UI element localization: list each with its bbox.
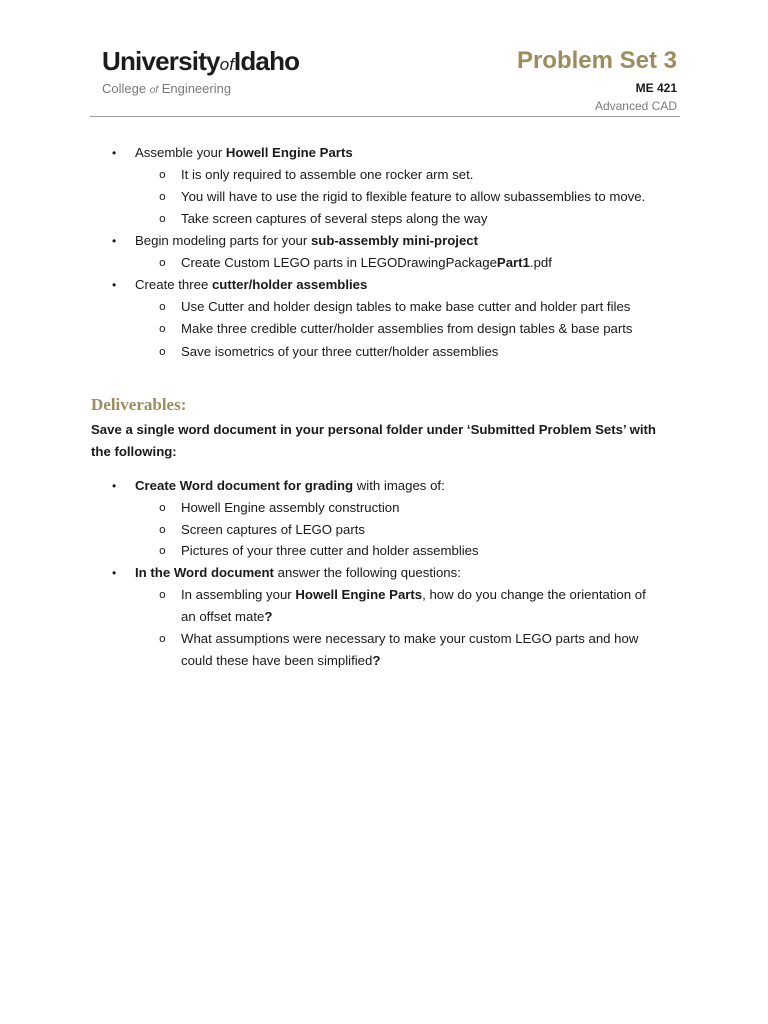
- list-item: Create Word document for grading with images of:: [135, 478, 445, 493]
- question-line: What assumptions were necessary to make your custom LEGO parts and how: [181, 631, 639, 646]
- question-line: In assembling your Howell Engine Parts, how do you change the orientation of: [181, 587, 646, 602]
- sub-list-item: Screen captures of LEGO parts: [181, 522, 365, 537]
- sub-bullet-icon: o: [159, 168, 166, 181]
- sub-bullet-icon: o: [159, 322, 166, 335]
- sub-bullet-icon: o: [159, 544, 166, 557]
- sub-bullet-icon: o: [159, 588, 166, 601]
- question-line: could these have been simplified?: [181, 653, 381, 668]
- bullet-icon: •: [112, 479, 117, 493]
- bullet-icon: •: [112, 566, 117, 580]
- sub-list-item: Make three credible cutter/holder assemblies from design tables & base parts: [181, 321, 633, 336]
- bullet-icon: •: [112, 146, 117, 160]
- header-divider: [90, 116, 680, 117]
- sub-bullet-icon: o: [159, 256, 166, 269]
- university-logo: [102, 46, 299, 99]
- deliverables-instruction: Save a single word document in your personal folder under ‘Submitted Problem Sets’ with the following:: [91, 422, 656, 459]
- sub-bullet-icon: o: [159, 345, 166, 358]
- sub-bullet-icon: o: [159, 212, 166, 225]
- sub-list-item: Pictures of your three cutter and holder assemblies: [181, 543, 479, 558]
- page-title: Problem Set 3: [516, 47, 677, 74]
- question-line: an offset mate?: [181, 609, 273, 624]
- deliverables-heading: Deliverables:: [91, 395, 187, 414]
- sub-bullet-icon: o: [159, 523, 166, 536]
- sub-list-item: Howell Engine assembly construction: [181, 500, 400, 515]
- sub-bullet-icon: o: [159, 632, 166, 645]
- sub-list-item: Save isometrics of your three cutter/holder assemblies: [181, 344, 499, 359]
- list-item: Create three cutter/holder assemblies: [135, 277, 368, 292]
- list-item: In the Word document answer the following questions:: [135, 565, 461, 580]
- title-block: [517, 46, 677, 114]
- bullet-icon: •: [112, 278, 117, 292]
- logo-college: College of Engineering: [102, 81, 232, 96]
- sub-list-item: You will have to use the rigid to flexible feature to allow subassemblies to move.: [181, 189, 646, 204]
- logo-wordmark: UniversityofIdaho: [102, 46, 300, 76]
- course-name: Advanced CAD: [594, 99, 677, 113]
- sub-bullet-icon: o: [159, 190, 166, 203]
- bullet-icon: •: [112, 234, 117, 248]
- sub-list-item: Use Cutter and holder design tables to make base cutter and holder part files: [181, 299, 631, 314]
- sub-bullet-icon: o: [159, 501, 166, 514]
- sub-list-item: It is only required to assemble one rocker arm set.: [181, 167, 474, 182]
- list-item: Begin modeling parts for your sub-assembly mini-project: [135, 233, 479, 248]
- sub-list-item: Create Custom LEGO parts in LEGODrawingPackagePart1.pdf: [181, 255, 552, 270]
- sub-list-item: Take screen captures of several steps along the way: [181, 211, 488, 226]
- sub-bullet-icon: o: [159, 300, 166, 313]
- course-number: ME 421: [635, 81, 677, 95]
- list-item: Assemble your Howell Engine Parts: [135, 145, 353, 160]
